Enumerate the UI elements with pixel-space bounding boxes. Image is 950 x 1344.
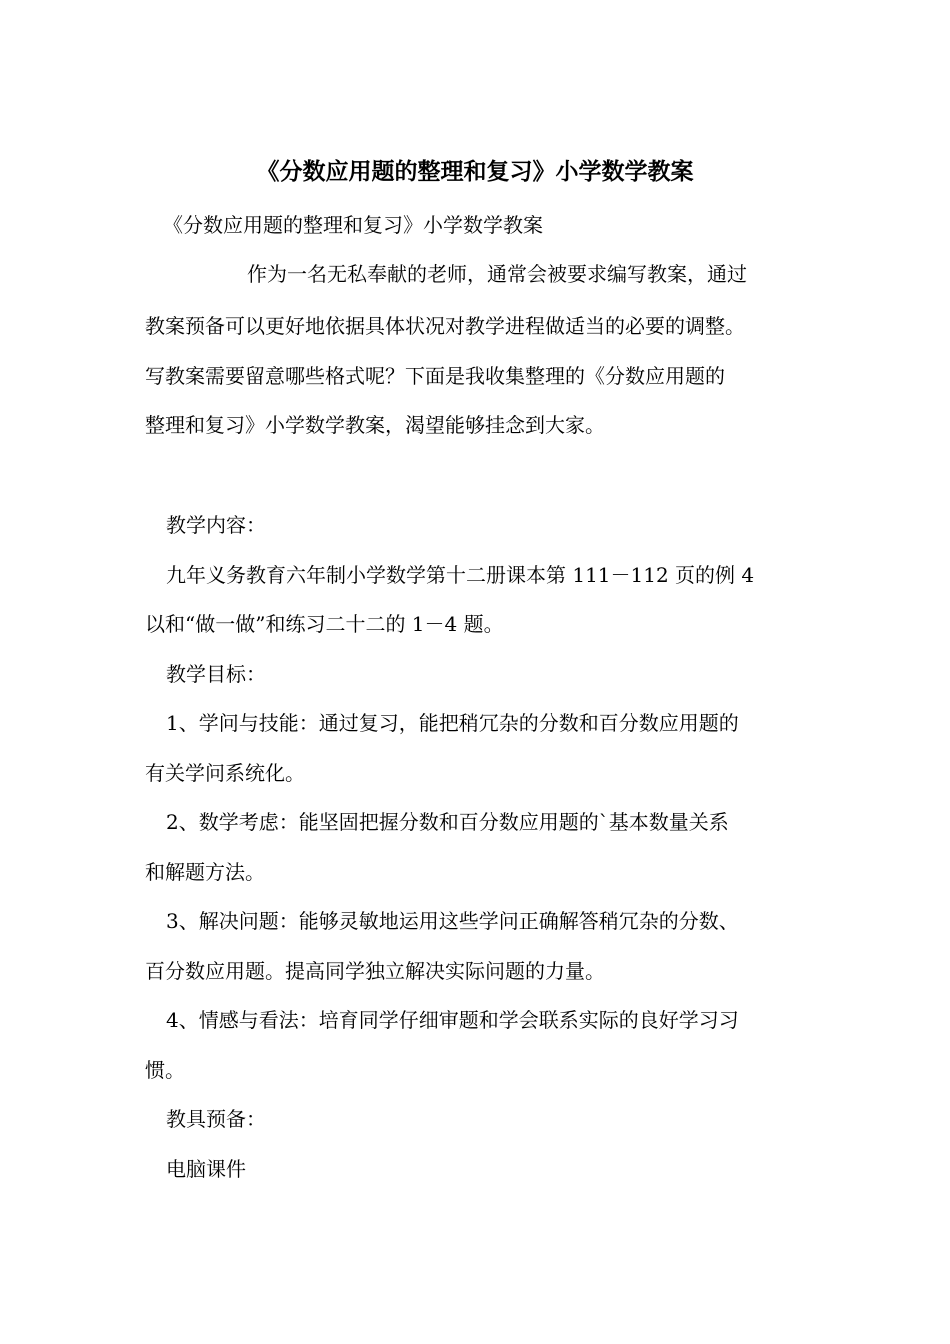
tools-text: 电脑课件: [166, 1157, 246, 1181]
document-title: 《分数应用题的整理和复习》小学数学教案: [256, 159, 694, 185]
objective-line-3: 2、数学考虑：能坚固把握分数和百分数应用题的`基本数量关系: [166, 810, 729, 834]
objective-line-4: 和解题方法。: [145, 860, 265, 884]
intro-line-3: 写教案需要留意哪些格式呢？下面是我收集整理的《分数应用题的: [145, 364, 725, 388]
intro-line-1: 作为一名无私奉献的老师，通常会被要求编写教案，通过: [247, 262, 747, 286]
tools-heading: 教具预备：: [166, 1107, 266, 1131]
objective-line-6: 百分数应用题。提高同学独立解决实际问题的力量。: [145, 959, 605, 983]
content-line-1: 九年义务教育六年制小学数学第十二册课本第 111－112 页的例 4: [166, 563, 755, 587]
objective-line-7: 4、情感与看法：培育同学仔细审题和学会联系实际的良好学习习: [166, 1008, 739, 1032]
objective-line-1: 1、学问与技能：通过复习，能把稍冗杂的分数和百分数应用题的: [166, 711, 739, 735]
intro-line-4: 整理和复习》小学数学教案，渴望能够挂念到大家。: [145, 413, 605, 437]
document-subtitle: 《分数应用题的整理和复习》小学数学教案: [163, 213, 543, 237]
content-line-2: 以和“做一做”和练习二十二的 1－4 题。: [145, 612, 504, 636]
intro-line-2: 教案预备可以更好地依据具体状况对教学进程做适当的必要的调整。: [145, 314, 745, 338]
objective-line-2: 有关学问系统化。: [145, 761, 305, 785]
objective-line-8: 惯。: [145, 1058, 185, 1082]
objectives-heading: 教学目标：: [166, 662, 266, 686]
objective-line-5: 3、解决问题：能够灵敏地运用这些学问正确解答稍冗杂的分数、: [166, 909, 739, 933]
content-heading: 教学内容：: [166, 513, 266, 537]
